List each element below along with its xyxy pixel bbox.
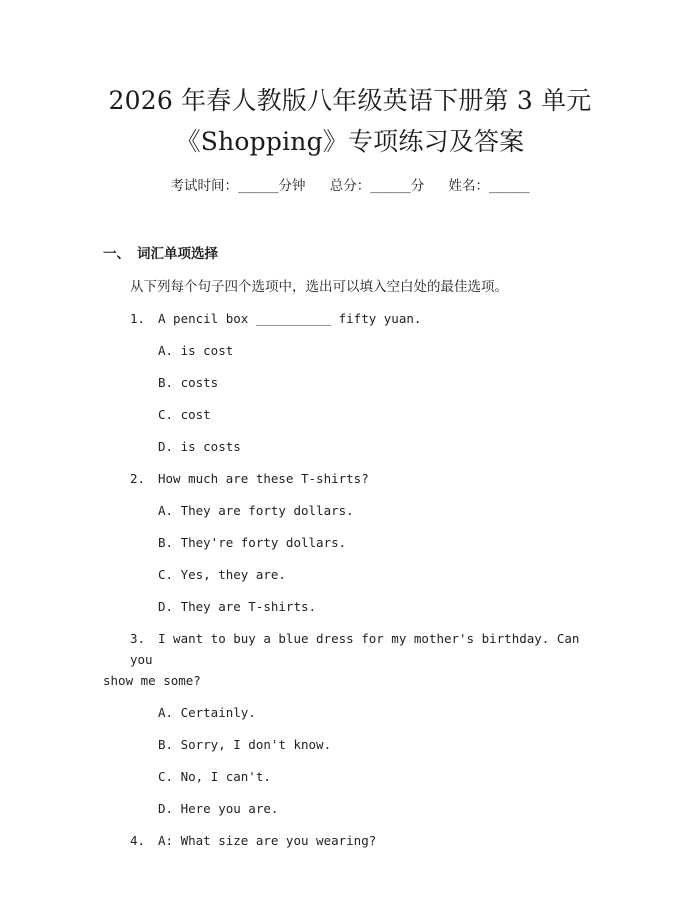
- document-title: [103, 80, 597, 162]
- option-3a: A. Certainly.: [158, 705, 256, 720]
- option-3c: C. No, I can't.: [158, 769, 271, 784]
- section-instruction: 从下列每个句子四个选项中，选出可以填入空白处的最佳选项。: [130, 279, 508, 295]
- question-3: [103, 628, 597, 691]
- section-heading: [103, 244, 597, 264]
- exam-score: 总分：______分: [329, 178, 425, 194]
- option-3b: B. Sorry, I don't know.: [158, 737, 332, 752]
- title-line-2: 《Shopping》专项练习及答案: [175, 127, 525, 156]
- exam-meta: [103, 176, 597, 196]
- question-text: How much are these T-shirts?: [158, 471, 369, 486]
- question-number: 1.: [130, 311, 146, 326]
- option-1d: D. is costs: [158, 439, 241, 454]
- question-text-rest: show me some?: [103, 673, 201, 688]
- option-2b: B. They're forty dollars.: [158, 535, 347, 550]
- question-number: 4.: [130, 833, 146, 848]
- question-1: [103, 308, 597, 329]
- section-title: 词汇单项选择: [137, 246, 218, 262]
- option-3d: D. Here you are.: [158, 801, 279, 816]
- question-text-first: I want to buy a blue dress for my mother's birthday. Can you: [130, 631, 580, 667]
- option-2a: A. They are forty dollars.: [158, 503, 354, 518]
- question-4: [103, 830, 597, 851]
- question-number: 2.: [130, 471, 146, 486]
- question-text: A pencil box __________ fifty yuan.: [158, 311, 422, 326]
- option-1c: C. cost: [158, 407, 211, 422]
- title-line-1: 2026 年春人教版八年级英语下册第 3 单元: [108, 86, 592, 115]
- section-number: 一、: [103, 246, 130, 262]
- question-2: [103, 468, 597, 489]
- option-1b: B. costs: [158, 375, 219, 390]
- option-2d: D. They are T-shirts.: [158, 599, 317, 614]
- option-1a: A. is cost: [158, 343, 234, 358]
- exam-time: 考试时间：______分钟: [170, 178, 306, 194]
- question-number: 3.: [130, 631, 146, 646]
- question-text: A: What size are you wearing?: [158, 833, 377, 848]
- question-line-first: [103, 628, 597, 670]
- option-2c: C. Yes, they are.: [158, 567, 286, 582]
- student-name: 姓名：______: [448, 178, 530, 194]
